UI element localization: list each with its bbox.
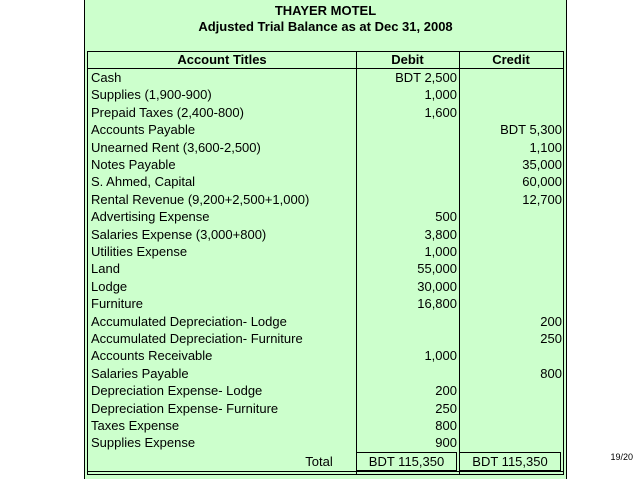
page-number: 19/20	[610, 452, 633, 462]
cell-credit: BDT 5,300	[500, 122, 562, 138]
cell-debit: 1,000	[424, 87, 457, 103]
cell-credit: 60,000	[522, 174, 562, 190]
cell-credit: 800	[540, 365, 562, 381]
table-bottom-line	[88, 471, 563, 472]
cell-debit: BDT 2,500	[395, 70, 457, 85]
table-row	[88, 365, 563, 382]
cell-title: Utilities Expense	[91, 244, 188, 259]
cell-title: Prepaid Taxes (2,400-800)	[91, 104, 244, 120]
cell-title: S. Ahmed, Capital	[91, 174, 196, 190]
table-row	[88, 104, 563, 121]
table-row	[88, 260, 563, 277]
table-row	[88, 139, 563, 156]
cell-title: Supplies (1,900-900)	[91, 87, 212, 103]
table-row	[88, 226, 563, 243]
report-title: Adjusted Trial Balance as at Dec 31, 2008	[198, 19, 453, 34]
table-row	[88, 156, 563, 173]
cell-debit: 1,600	[424, 104, 457, 120]
cell-title: Accumulated Depreciation- Lodge	[91, 313, 287, 329]
trial-balance-table	[87, 51, 564, 475]
table-row	[88, 330, 563, 347]
cell-credit: 250	[540, 331, 562, 346]
cell-title: Accumulated Depreciation- Furniture	[91, 331, 303, 346]
cell-debit: 1,000	[424, 348, 457, 364]
cell-title: Furniture	[91, 296, 144, 312]
cell-title: Supplies Expense	[91, 435, 196, 451]
cell-title: Rental Revenue (9,200+2,500+1,000)	[91, 191, 310, 207]
cell-title: Salaries Payable	[91, 365, 189, 381]
total-credit: BDT 115,350	[459, 452, 561, 471]
table-row	[88, 278, 563, 295]
table-row	[88, 208, 563, 225]
cell-title: Accounts Payable	[91, 122, 196, 138]
cell-credit: 35,000	[522, 157, 562, 172]
cell-debit: 900	[435, 435, 457, 451]
table-row	[88, 121, 563, 138]
cell-title: Unearned Rent (3,600-2,500)	[91, 139, 261, 155]
cell-debit: 16,800	[417, 296, 457, 312]
table-row	[88, 382, 563, 399]
cell-debit: 250	[435, 400, 457, 416]
cell-debit: 200	[435, 383, 457, 399]
table-row	[88, 313, 563, 330]
table-row	[88, 191, 563, 208]
cell-title: Accounts Receivable	[91, 348, 213, 364]
cell-debit: 1,000	[424, 244, 457, 259]
cell-debit: 55,000	[417, 261, 457, 277]
column-header-debit: Debit	[356, 52, 460, 69]
cell-credit: 1,100	[529, 139, 562, 155]
cell-credit: 12,700	[522, 191, 562, 207]
cell-title: Taxes Expense	[91, 418, 180, 433]
cell-title: Salaries Expense (3,000+800)	[91, 226, 267, 242]
table-row	[88, 417, 563, 434]
cell-debit: 500	[435, 209, 457, 225]
cell-title: Depreciation Expense- Furniture	[91, 400, 279, 416]
table-row	[88, 243, 563, 260]
cell-title: Lodge	[91, 278, 128, 294]
table-row	[88, 295, 563, 312]
cell-title: Notes Payable	[91, 157, 176, 172]
column-header-credit: Credit	[459, 52, 563, 69]
table-row	[88, 347, 563, 364]
cell-debit: 800	[435, 418, 457, 433]
table-row	[88, 400, 563, 417]
cell-debit: 3,800	[424, 226, 457, 242]
total-label: Total	[305, 454, 333, 469]
table-row	[88, 173, 563, 190]
company-name: THAYER MOTEL	[274, 3, 377, 18]
cell-title: Advertising Expense	[91, 209, 210, 225]
cell-title: Cash	[91, 70, 122, 85]
total-row	[88, 452, 563, 471]
column-header-account-titles: Account Titles	[88, 52, 357, 69]
cell-title: Land	[91, 261, 120, 277]
table-row	[88, 434, 563, 451]
cell-title: Depreciation Expense- Lodge	[91, 383, 263, 399]
table-row	[88, 69, 563, 86]
total-debit: BDT 115,350	[356, 452, 457, 471]
table-row	[88, 86, 563, 103]
cell-credit: 200	[540, 313, 562, 329]
slide-panel	[84, 0, 567, 479]
cell-debit: 30,000	[417, 278, 457, 294]
